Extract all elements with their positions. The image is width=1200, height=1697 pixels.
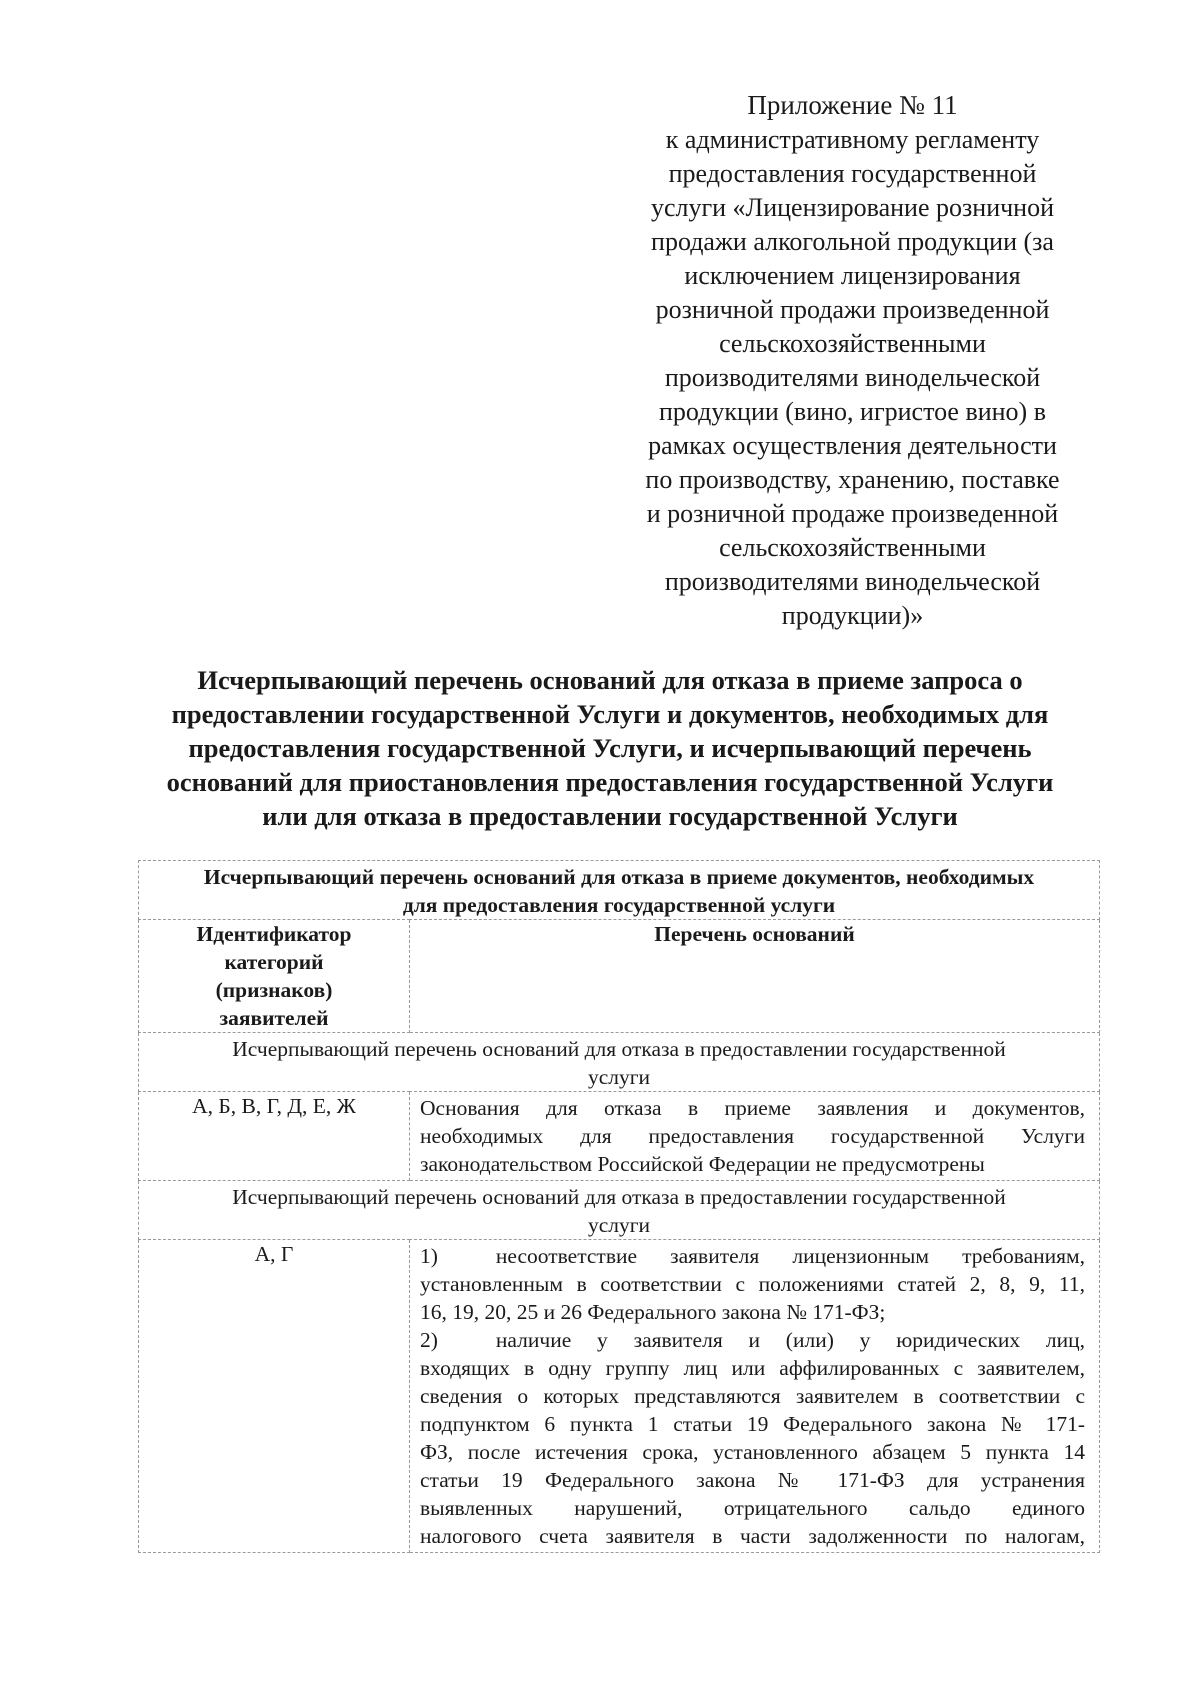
reason-line: ФЗ, после истечения срока, установленного абзацем 5 пункта 14 [420,1440,1085,1464]
appendix-line: продукции)» [781,601,924,630]
reason-line: необходимых для предоставления государственной Услуги [420,1124,1085,1148]
grounds-table [138,860,1100,1553]
appendix-line: розничной продажи произведенной [655,295,1050,324]
reason-cell [410,1092,1100,1181]
reason-line: налогового счета заявителя в части задолженности по налогам, [420,1524,1085,1548]
appendix-line: к административному регламенту [665,125,1040,154]
subsection-row [139,1033,1100,1092]
appendix-header [625,88,1080,633]
subsection-line: услуги [587,1065,651,1089]
table-row [139,1240,1100,1553]
col-reason-header: Перечень оснований [410,920,1100,1033]
reason-line: Основания для отказа в приеме заявления и документов, [420,1096,1085,1120]
appendix-line: продажи алкогольной продукции (за [651,227,1054,256]
section-header-line: Исчерпывающий перечень оснований для отказа в приеме документов, необходимых [203,865,1035,889]
table-row [139,1092,1100,1181]
subsection-line: услуги [587,1213,651,1237]
section-header [139,861,1100,920]
title-line: Исчерпывающий перечень оснований для отказа в приеме запроса о [197,665,1023,695]
appendix-line: по производству, хранению, поставке [645,465,1060,494]
reason-line: выявленных нарушений, отрицательного сальдо единого [420,1496,1085,1520]
subsection-row [139,1181,1100,1240]
table-section-header-row [139,861,1100,920]
column-header-row [139,920,1100,1033]
appendix-line: производителями винодельческой [664,567,1041,596]
applicant-category-id: А, Б, В, Г, Д, Е, Ж [139,1092,410,1181]
subsection-line: Исчерпывающий перечень оснований для отказа в предоставлении государственной [232,1185,1006,1209]
subsection-line: Исчерпывающий перечень оснований для отказа в предоставлении государственной [232,1037,1006,1061]
document-title [130,663,1090,833]
item-number: 1) [420,1244,438,1268]
appendix-line: рамках осуществления деятельности [648,431,1057,460]
appendix-line: предоставления государственной [668,159,1037,188]
col-id-header-line: Идентификатор [196,922,352,946]
appendix-line: и розничной продаже произведенной [646,499,1059,528]
reason-line: 16, 19, 20, 25 и 26 Федерального закона № 171-ФЗ; [420,1300,886,1324]
col-id-header-line: (признаков) [215,978,333,1002]
col-id-header-line: заявителей [219,1006,329,1030]
reason-line: несоответствие заявителя лицензионным требованиям, [495,1244,1085,1268]
applicant-category-id: А, Г [139,1240,410,1553]
list-item-first-line [420,1326,1085,1354]
reason-line: законодательством Российской Федерации не предусмотрены [420,1152,985,1176]
section-header-line: для предоставления государственной услуги [402,893,836,917]
appendix-line: сельскохозяйственными [719,533,986,562]
reason-line: входящих в одну группу лиц или аффилированных с заявителем, [420,1356,1085,1380]
appendix-line: сельскохозяйственными [719,329,986,358]
reason-line: сведения о которых представляются заявителем в соответствии с [420,1384,1085,1408]
subsection-header [139,1181,1100,1240]
title-line: предоставлении государственной Услуги и документов, необходимых для [171,699,1049,729]
item-number: 2) [420,1328,438,1352]
appendix-title: Приложение № 11 [747,90,958,120]
reason-line: подпунктом 6 пункта 1 статьи 19 Федерального закона № 171- [420,1412,1085,1436]
title-line: предоставления государственной Услуги, и исчерпывающий перечень [188,733,1032,763]
appendix-line: услуги «Лицензирование розничной [650,193,1055,222]
col-id-header [139,920,410,1033]
appendix-line: исключением лицензирования [684,261,1021,290]
title-line: оснований для приостановления предоставления государственной Услуги [166,767,1054,797]
list-item-first-line [420,1242,1085,1270]
reason-line: наличие у заявителя и (или) у юридических лиц, [495,1328,1085,1352]
appendix-line: продукции (вино, игристое вино) в [659,397,1046,426]
reason-cell [410,1240,1100,1553]
col-id-header-line: категорий [224,950,324,974]
subsection-header [139,1033,1100,1092]
title-line: или для отказа в предоставлении государственной Услуги [262,801,958,831]
appendix-line: производителями винодельческой [664,363,1041,392]
reason-line: установленным в соответствии с положениями статей 2, 8, 9, 11, [420,1272,1085,1296]
reason-line: статьи 19 Федерального закона № 171-ФЗ для устранения [420,1468,1085,1492]
